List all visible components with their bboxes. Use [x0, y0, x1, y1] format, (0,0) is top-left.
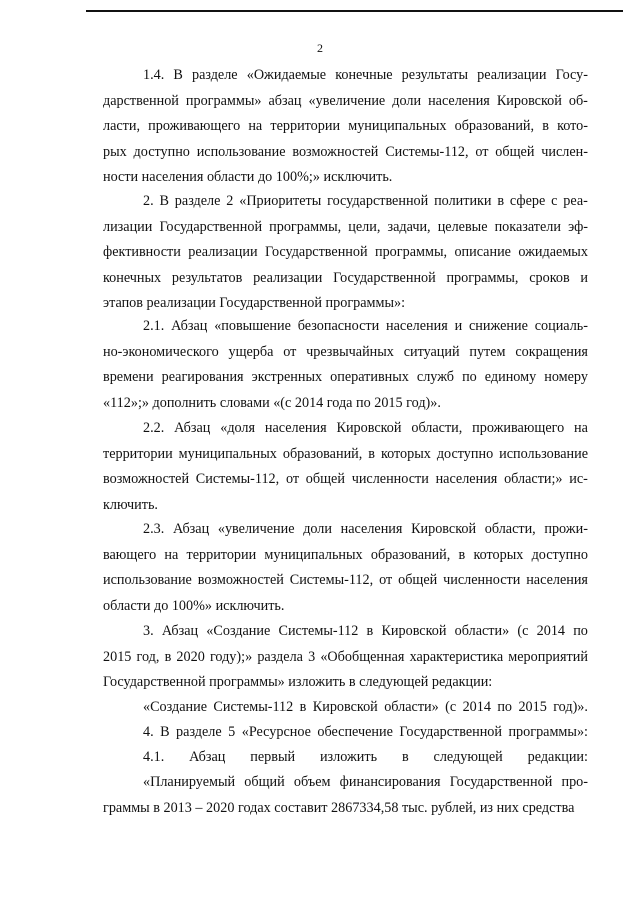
paragraph-p-3-quote — [103, 695, 588, 721]
text-line: вающего на территории муниципальных образований, в которых доступно — [103, 546, 588, 563]
paragraph-p-2 — [103, 189, 588, 317]
paragraph-p-2-1 — [103, 314, 588, 416]
text-line: «Создание Системы-112 в Кировской области» (с 2014 по 2015 год)». — [143, 699, 588, 715]
text-line: конечных результатов реализации Государственной программы, сроков и — [103, 269, 588, 286]
text-line: но-экономического ущерба от чрезвычайных ситуаций путем сокращения — [103, 343, 588, 360]
text-line: ключить. — [103, 496, 158, 513]
text-line: 2. В разделе 2 «Приоритеты государственной политики в сфере с реа- — [143, 193, 588, 209]
page-number: 2 — [317, 41, 323, 55]
text-line: 2.3. Абзац «увеличение доли населения Кировской области, прожи- — [143, 521, 588, 537]
text-line: «112»;» дополнить словами «(с 2014 года по 2015 год)». — [103, 394, 441, 411]
text-line: возможностей Системы-112, от общей численности населения области;» ис- — [103, 471, 588, 487]
text-line: использование возможностей Системы-112, от общей численности населения — [103, 572, 588, 588]
text-line: дарственной программы» абзац «увеличение доли населения Кировской об- — [103, 92, 588, 109]
text-line: 2.1. Абзац «повышение безопасности населения и снижение социаль- — [143, 318, 588, 334]
paragraph-p-4-1-quote — [103, 770, 588, 821]
text-line: территории муниципальных образований, в которых доступно использование — [103, 445, 588, 462]
text-line: фективности реализации Государственной программы, описание ожидаемых — [103, 244, 588, 260]
text-line: 2.2. Абзац «доля населения Кировской области, проживающего на — [143, 420, 588, 436]
paragraph-p-4-1 — [103, 745, 588, 771]
paragraph-p-4 — [103, 720, 588, 746]
text-line: «Планируемый общий объем финансирования Государственной про- — [143, 774, 588, 790]
text-line: Государственной программы» изложить в следующей редакции: — [103, 674, 493, 690]
text-line: граммы в 2013 – 2020 годах составит 2867334,58 тыс. рублей, из них средства — [103, 799, 575, 816]
text-line: лизации Государственной программы, цели, задачи, целевые показатели эф- — [103, 218, 588, 235]
text-line: 3. Абзац «Создание Системы-112 в Кировской области» (с 2014 по — [143, 623, 588, 639]
paragraph-p-1-4 — [103, 63, 588, 191]
text-line: ласти, проживающего на территории муниципальных образований, в кото- — [103, 118, 588, 134]
text-line: рых доступно использование возможностей Системы-112, от общей числен- — [103, 143, 588, 160]
paragraph-p-2-3 — [103, 517, 588, 619]
text-line: 1.4. В разделе «Ожидаемые конечные результаты реализации Госу- — [143, 67, 588, 83]
header-rule — [86, 10, 623, 12]
text-line: 4. В разделе 5 «Ресурсное обеспечение Государственной программы»: — [143, 724, 588, 740]
text-line: 2015 год, в 2020 году);» раздела 3 «Обобщенная характеристика мероприятий — [103, 648, 588, 665]
paragraph-p-3 — [103, 619, 588, 696]
text-line: ности населения области до 100%;» исключить. — [103, 169, 393, 185]
paragraph-p-2-2 — [103, 416, 588, 518]
text-line: области до 100%» исключить. — [103, 597, 285, 614]
text-line: времени реагирования экстренных оперативных служб по единому номеру — [103, 369, 588, 385]
text-line: этапов реализации Государственной программы»: — [103, 295, 406, 311]
text-line: 4.1. Абзац первый изложить в следующей редакции: — [143, 749, 588, 765]
